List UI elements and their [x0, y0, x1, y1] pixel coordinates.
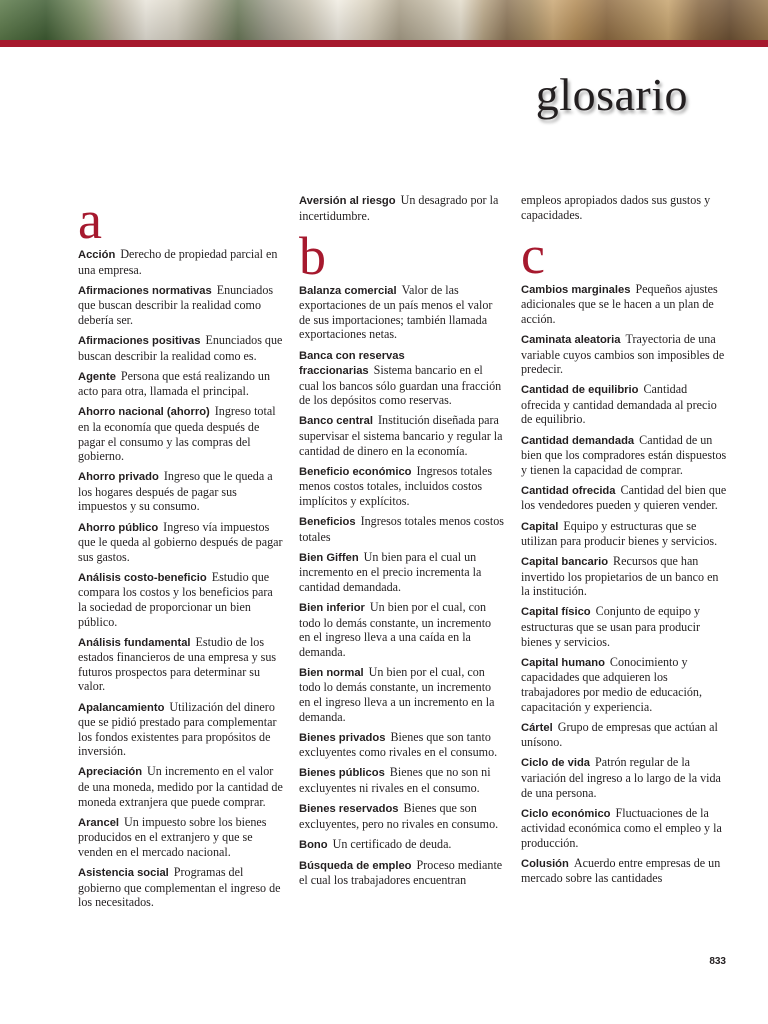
glossary-definition: Valor de las exportaciones de un país menos el valor de sus importaciones; también llamada exportaciones netas. — [299, 282, 493, 342]
glossary-definition: Enunciados que buscan describir la realidad como debería ser. — [78, 282, 274, 327]
glossary-definition: Enunciados que buscan describir la realidad como es. — [78, 332, 283, 363]
glossary-term: Bienes públicos — [299, 767, 385, 780]
glossary-definition: Ingresos totales menos costos totales — [299, 514, 505, 544]
glossary-entry — [299, 837, 505, 853]
glossary-definition: Trayectoria de una variable cuyos cambios son imposibles de predecir. — [521, 331, 725, 377]
glossary-definition: Ingreso vía impuestos que le queda al gobierno después de pagar sus gastos. — [78, 519, 283, 564]
glossary-entry — [299, 348, 505, 408]
glossary-term: Análisis fundamental — [78, 636, 191, 649]
glossary-definition: Bienes que son excluyentes, pero no rivales en consumo. — [299, 801, 499, 831]
glossary-term: Bien Giffen — [299, 551, 359, 564]
glossary-entry — [299, 730, 505, 760]
glossary-definition: Pequeños ajustes adicionales que se le hacen a un plan de acción. — [521, 281, 718, 326]
glossary-definition: Ingresos totales menos costos totales, incluidos costos implícitos y explícitos. — [299, 463, 493, 508]
glossary-definition: Un certificado de deuda. — [332, 836, 452, 851]
glossary-term: Bienes privados — [299, 731, 386, 744]
glossary-definition: Ingreso que le queda a los hogares después de pagar sus impuestos y su consumo. — [78, 469, 273, 514]
glossary-column-2 — [299, 193, 505, 894]
glossary-term: Bono — [299, 838, 328, 851]
glossary-definition: Programas del gobierno que complementan el ingreso de los necesitados. — [78, 864, 281, 910]
glossary-term: Banca con reservas fraccionarias — [299, 349, 405, 378]
section-letter: c — [521, 224, 545, 285]
glossary-definition: Conjunto de equipo y estructuras que se usan para producir bienes y servicios. — [521, 604, 701, 649]
glossary-entry — [521, 604, 727, 649]
glossary-entry — [78, 404, 284, 463]
glossary-term: Cantidad demandada — [521, 434, 635, 447]
glossary-definition: Recursos que han invertido los propietarios de un banco en la institución. — [521, 554, 719, 599]
section-letter: b — [299, 225, 326, 286]
glossary-term: Análisis costo-beneficio — [78, 571, 207, 584]
glossary-term: Asistencia social — [78, 866, 169, 879]
glossary-entry — [299, 193, 505, 223]
glossary-entry — [521, 282, 727, 327]
glossary-entry — [299, 765, 505, 795]
glossary-entry — [521, 382, 727, 427]
glossary-column-3 — [521, 193, 727, 892]
glossary-entry — [521, 433, 727, 478]
glossary-definition: Cantidad ofrecida y cantidad demandada al precio de equilibrio. — [521, 382, 717, 427]
glossary-term: Beneficio económico — [299, 465, 412, 478]
glossary-entry — [78, 247, 284, 277]
glossary-entry — [78, 700, 284, 759]
section-letter: a — [78, 190, 102, 250]
glossary-definition: Un bien por el cual, con todo lo demás constante, un incremento en el ingreso lleva a una caída en la demanda. — [299, 599, 492, 659]
glossary-entry — [78, 635, 284, 694]
glossary-entry — [78, 369, 284, 399]
glossary-entry — [78, 815, 284, 860]
header-rule — [0, 40, 768, 47]
glossary-definition: Estudio que compara los costos y los beneficios para la sociedad de proporcionar un bien público. — [78, 569, 273, 629]
glossary-term: Cantidad ofrecida — [521, 484, 616, 497]
glossary-term: Ahorro nacional (ahorro) — [78, 406, 210, 419]
glossary-term: Ciclo económico — [521, 807, 611, 820]
glossary-definition: Sistema bancario en el cual los bancos sólo guardan una fracción de los depósitos como reservas. — [299, 363, 502, 408]
glossary-entry — [78, 764, 284, 809]
glossary-entry — [78, 469, 284, 514]
glossary-term: Banco central — [299, 415, 373, 428]
glossary-column-1 — [78, 190, 284, 915]
glossary-term: Cártel — [521, 721, 553, 734]
glossary-term: Capital físico — [521, 606, 591, 619]
glossary-definition: Persona que está realizando un acto para otra, llamada el principal. — [78, 368, 271, 399]
glossary-entry — [299, 413, 505, 458]
glossary-definition: Patrón regular de la variación del ingreso a lo largo de la vida de una persona. — [521, 755, 721, 800]
glossary-term: Ahorro privado — [78, 471, 159, 484]
glossary-term: Capital — [521, 520, 559, 533]
glossary-definition: Bienes que son tanto excluyentes como rivales en el consumo. — [299, 729, 498, 760]
glossary-term: Búsqueda de empleo — [299, 859, 412, 872]
glossary-definition: Equipo y estructuras que se utilizan para producir bienes y servicios. — [521, 518, 718, 549]
glossary-definition: Grupo de empresas que actúan al unísono. — [521, 719, 718, 750]
glossary-definition: Bienes que no son ni excluyentes ni rivales en el consumo. — [299, 765, 491, 795]
glossary-term: Colusión — [521, 857, 569, 870]
glossary-term: Caminata aleatoria — [521, 333, 621, 346]
glossary-definition: Fluctuaciones de la actividad económica como el empleo y la producción. — [521, 805, 722, 850]
glossary-entry — [521, 519, 727, 549]
glossary-entry — [521, 720, 727, 750]
glossary-definition: Estudio de los estados financieros de una empresa y sus futuros prospectos para determinar su valor. — [78, 634, 277, 694]
glossary-term: Balanza comercial — [299, 284, 397, 297]
glossary-definition: Un incremento en el valor de una moneda, medido por la cantidad de moneda extranjera que puede comprar. — [78, 764, 283, 809]
glossary-term: Ahorro público — [78, 521, 159, 534]
glossary-term: Aversión al riesgo — [299, 195, 396, 207]
glossary-term: Afirmaciones normativas — [78, 284, 212, 297]
glossary-entry — [299, 283, 505, 342]
glossary-entry — [299, 801, 505, 831]
glossary-term: Arancel — [78, 816, 120, 829]
glossary-term: Ciclo de vida — [521, 757, 591, 770]
glossary-definition: Cantidad del bien que los vendedores pueden y quieren vender. — [521, 482, 727, 513]
glossary-definition: Proceso mediante el cual los trabajadores encuentran — [299, 857, 503, 888]
glossary-entry — [299, 665, 505, 724]
glossary-entry — [78, 283, 284, 328]
glossary-entry — [521, 554, 727, 599]
glossary-term: Acción — [78, 249, 116, 261]
glossary-entry — [521, 655, 727, 714]
glossary-entry — [299, 858, 505, 888]
glossary-entry — [78, 520, 284, 565]
glossary-entry — [521, 806, 727, 851]
glossary-term: Cantidad de equilibrio — [521, 384, 639, 397]
glossary-entry — [78, 333, 284, 363]
glossary-term: Cambios marginales — [521, 283, 631, 296]
glossary-definition: Acuerdo entre empresas de un mercado sobre las cantidades — [521, 855, 721, 886]
header-banner-shade — [0, 0, 768, 40]
glossary-definition: Un impuesto sobre los bienes producidos en el extranjero y que se venden en el mercado nacional. — [78, 814, 267, 859]
glossary-term: Bien inferior — [299, 601, 365, 614]
page-title: glosario — [535, 69, 688, 120]
glossary-term: Capital humano — [521, 656, 605, 669]
glossary-definition: Institución diseñada para supervisar el sistema bancario y regular la cantidad de dinero en la economía. — [299, 413, 503, 458]
glossary-definition: Ingreso total en la economía que queda después de pagar el consumo y las compras del gobierno. — [78, 404, 276, 464]
page-number: 833 — [709, 956, 726, 967]
glossary-term: Bien normal — [299, 666, 364, 679]
glossary-definition: Un bien por el cual, con todo lo demás constante, un incremento en el ingreso lleva a un incremento en la demanda. — [299, 664, 495, 724]
glossary-term: Agente — [78, 370, 116, 383]
glossary-entry — [299, 514, 505, 544]
glossary-term: Capital bancario — [521, 556, 609, 569]
glossary-definition: Un bien para el cual un incremento en el precio incrementa la cantidad demandada. — [299, 549, 482, 594]
glossary-definition: Conocimiento y capacidades que adquieren los trabajadores por medio de educación, capacitación y experiencia. — [521, 654, 702, 714]
glossary-definition: Derecho de propiedad parcial en una empresa. — [78, 247, 278, 277]
glossary-definition: Utilización del dinero que se pidió prestado para complementar los fondos existentes para propósitos de inversión. — [78, 699, 277, 759]
glossary-entry — [521, 332, 727, 377]
glossary-entry — [299, 464, 505, 509]
glossary-term: Apalancamiento — [78, 701, 165, 714]
glossary-entry — [299, 600, 505, 659]
glossary-entry — [521, 483, 727, 513]
glossary-definition: Un desagrado por la incertidumbre. — [299, 193, 499, 223]
glossary-definition: Cantidad de un bien que los compradores están dispuestos y tienen la capacidad de comprar. — [521, 432, 727, 477]
glossary-term: Apreciación — [78, 766, 143, 779]
glossary-entry — [299, 550, 505, 595]
continued-definition: empleos apropiados dados sus gustos y capacidades. — [521, 193, 711, 222]
glossary-term: Afirmaciones positivas — [78, 334, 201, 347]
glossary-term: Beneficios — [299, 516, 356, 528]
glossary-entry — [78, 570, 284, 629]
glossary-entry — [521, 856, 727, 886]
glossary-entry — [521, 755, 727, 800]
glossary-entry — [78, 865, 284, 910]
glossary-term: Bienes reservados — [299, 803, 399, 816]
